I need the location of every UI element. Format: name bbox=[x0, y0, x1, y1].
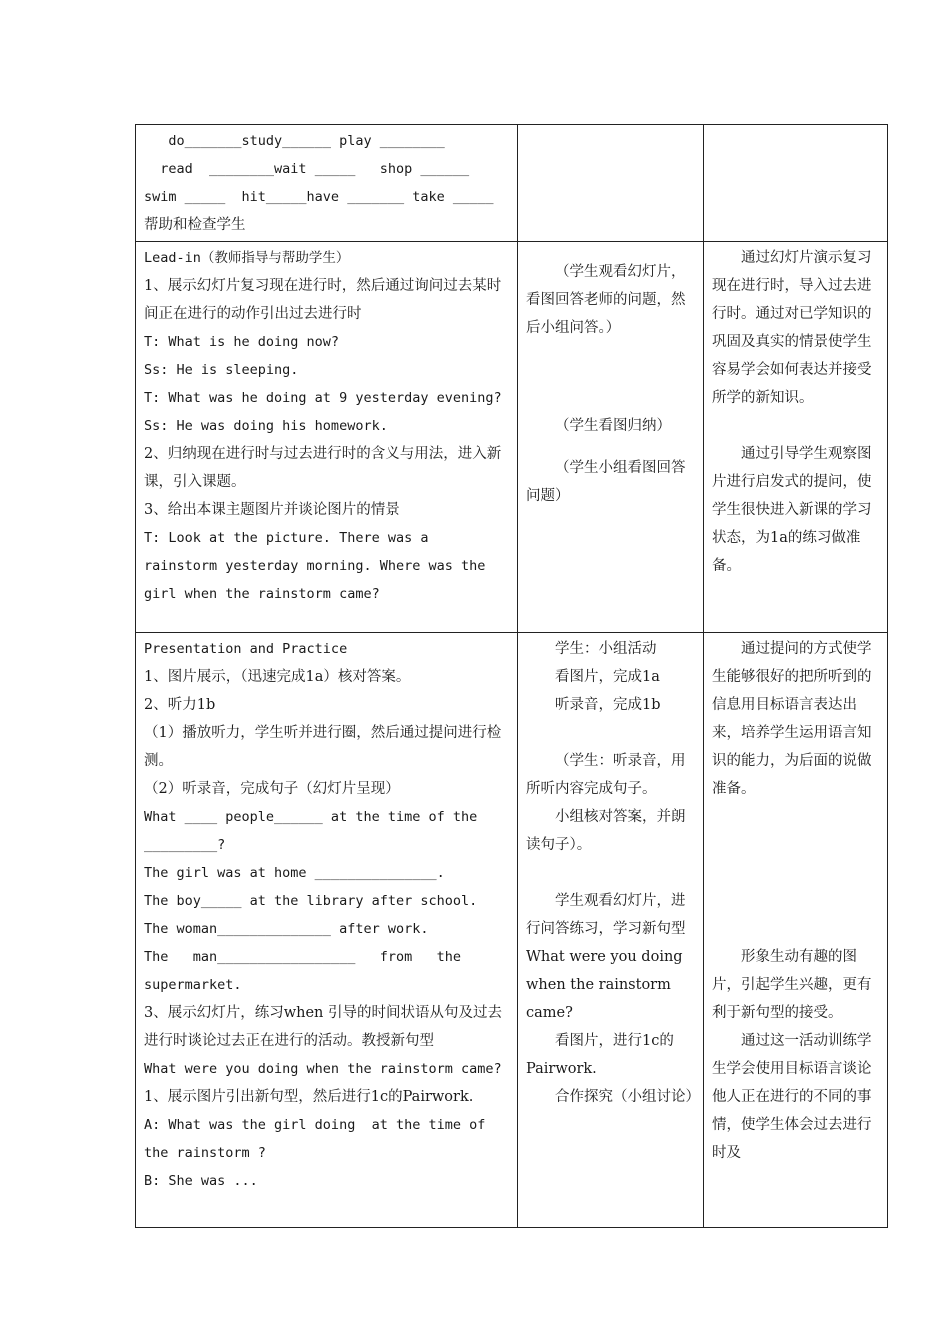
fill-in-line: What ____ people______ at the time of the _________? bbox=[144, 809, 486, 853]
lesson-plan-table bbox=[135, 124, 888, 1228]
table-row bbox=[136, 125, 888, 242]
text-line: 看图片，进行1c的Pairwork. bbox=[526, 1033, 674, 1077]
text-line: 1、图片展示，（迅速完成1a）核对答案。 bbox=[144, 669, 411, 685]
text-line: 形象生动有趣的图片，引起学生兴趣，更有利于新句型的接受。 bbox=[712, 949, 872, 1021]
dialogue-line: Ss: He is sleeping. bbox=[144, 362, 299, 378]
design-intent-cell bbox=[704, 242, 888, 633]
table-row bbox=[136, 242, 888, 633]
text-line: 帮助和检查学生 bbox=[144, 217, 246, 233]
activity-cell bbox=[136, 242, 518, 633]
text-line: 学生：小组活动 bbox=[555, 641, 657, 657]
text-line: 通过提问的方式使学生能够很好的把所听到的信息用目标语言表达出来，培养学生运用语言知识的能力，为后面的说做准备。 bbox=[712, 641, 872, 797]
text-line: 通过这一活动训练学生学会使用目标语言谈论他人正在进行的不同的事情，使学生体会过去进行时及 bbox=[712, 1033, 872, 1161]
fill-in-line: The girl was at home _______________. bbox=[144, 865, 445, 881]
text-line: 3、给出本课主题图片并谈论图片的情景 bbox=[144, 502, 400, 518]
fill-in-line: The man_________________ from the supermarket. bbox=[144, 949, 470, 993]
target-sentence: What were you doing when the rainstorm came? bbox=[144, 1061, 502, 1077]
fill-in-line: The boy_____ at the library after school. bbox=[144, 893, 478, 909]
verb-blank-line: swim _____ hit_____have _______ take _____ bbox=[144, 189, 494, 205]
verb-blank-line: do_______study______ play ________ bbox=[144, 133, 445, 149]
dialogue-line: T: Look at the picture. There was a rainstorm yesterday morning. Where was the girl when the rainstorm came? bbox=[144, 530, 494, 602]
text-line: 3、展示幻灯片，练习when 引导的时间状语从句及过去进行时谈论过去正在进行的活动。教授新句型 bbox=[144, 1005, 503, 1049]
text-line: （学生观看幻灯片，看图回答老师的问题，然后小组问答。） bbox=[526, 264, 686, 336]
text-line: 通过引导学生观察图片进行启发式的提问，使学生很快进入新课的学习状态，为1a的练习做准备。 bbox=[712, 446, 872, 574]
design-intent-cell bbox=[704, 633, 888, 1228]
text-line: （2）听录音，完成句子（幻灯片呈现） bbox=[144, 781, 400, 797]
text-line: 合作探究（小组讨论） bbox=[555, 1089, 700, 1105]
fill-in-line: The woman______________ after work. bbox=[144, 921, 429, 937]
section-heading: Lead-in（教师指导与帮助学生） bbox=[144, 250, 350, 266]
text-line: 通过幻灯片演示复习现在进行时，导入过去进行时。通过对已学知识的巩固及真实的情景使学生容易学会如何表达并接受所学的新知识。 bbox=[712, 250, 872, 406]
text-line: 小组核对答案，并朗读句子）。 bbox=[526, 809, 686, 853]
dialogue-line: Ss: He was doing his homework. bbox=[144, 418, 388, 434]
text-line: （学生看图归纳） bbox=[555, 418, 671, 434]
text-line: 看图片，完成1a bbox=[555, 669, 660, 685]
text-line: 听录音，完成1b bbox=[555, 697, 661, 713]
text-line: 2、归纳现在进行时与过去进行时的含义与用法，进入新课，引入课题。 bbox=[144, 446, 502, 490]
design-intent-cell bbox=[704, 125, 888, 242]
text-line: 2、听力1b bbox=[144, 697, 216, 713]
activity-cell bbox=[136, 633, 518, 1228]
verb-blank-line: read ________wait _____ shop ______ bbox=[144, 161, 470, 177]
text-line: （学生：听录音，用所听内容完成句子。 bbox=[526, 753, 686, 797]
student-activity-cell bbox=[518, 633, 704, 1228]
text-line: 1、展示图片引出新句型，然后进行1c的Pairwork. bbox=[144, 1089, 474, 1105]
section-heading: Presentation and Practice bbox=[144, 641, 348, 657]
activity-cell bbox=[136, 125, 518, 242]
text-line: 1、展示幻灯片复习现在进行时，然后通过询问过去某时间正在进行的动作引出过去进行时 bbox=[144, 278, 502, 322]
student-activity-cell bbox=[518, 242, 704, 633]
dialogue-line: T: What is he doing now? bbox=[144, 334, 340, 350]
dialogue-line: T: What was he doing at 9 yesterday evening? bbox=[144, 390, 502, 406]
text-line: （学生小组看图回答问题） bbox=[526, 460, 686, 504]
student-activity-cell bbox=[518, 125, 704, 242]
dialogue-line: A: What was the girl doing at the time of the rainstorm ? bbox=[144, 1117, 494, 1161]
table-row bbox=[136, 633, 888, 1228]
dialogue-line: B: She was ... bbox=[144, 1173, 258, 1189]
text-line: 学生观看幻灯片，进行问答练习，学习新句型 What were you doing when the rainstorm came? bbox=[526, 893, 691, 1021]
text-line: （1）播放听力，学生听并进行圈，然后通过提问进行检测。 bbox=[144, 725, 502, 769]
